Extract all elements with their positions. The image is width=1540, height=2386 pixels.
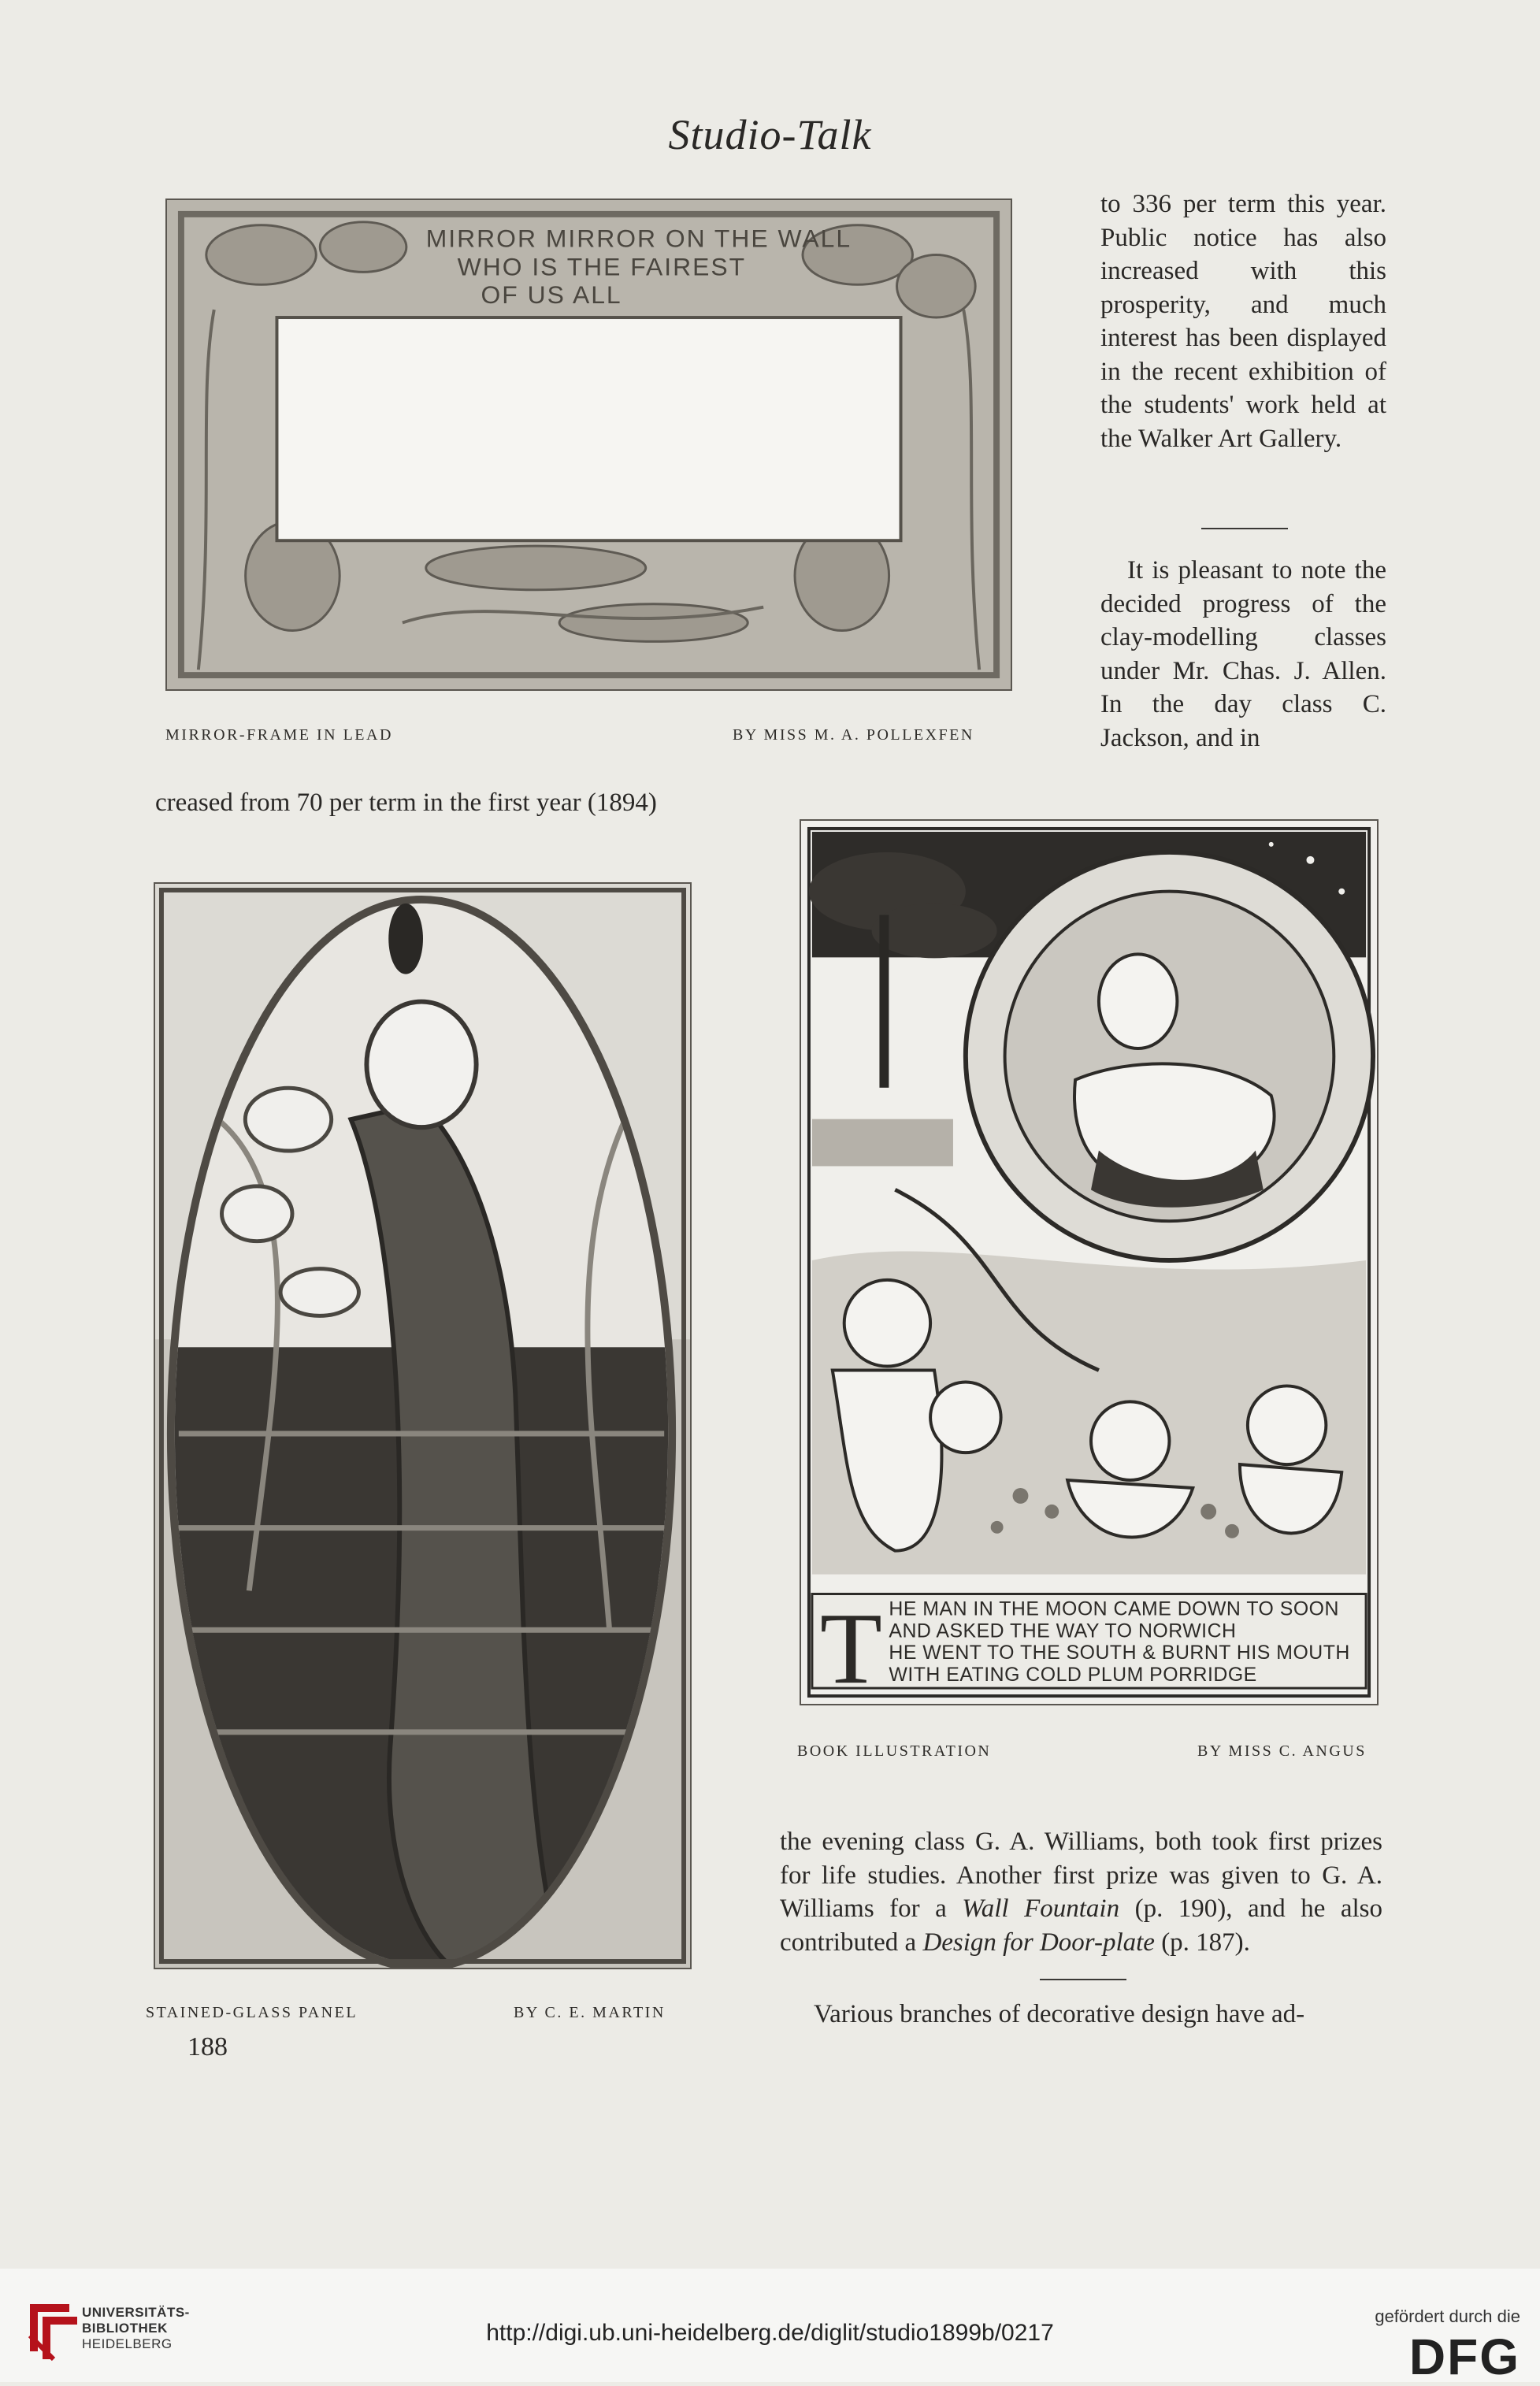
dfg-logo: DFG bbox=[1408, 2328, 1520, 2385]
library-name-line-1: UNIVERSITÄTS- bbox=[82, 2305, 190, 2320]
right-column-top bbox=[1100, 187, 1386, 455]
verse-line-4: WITH EATING COLD PLUM PORRIDGE bbox=[889, 1664, 1257, 1687]
left-continuation-line: creased from 70 per term in the first year (1894) bbox=[155, 789, 657, 817]
verse-line-3: HE WENT TO THE SOUTH & BURNT HIS MOUTH bbox=[889, 1642, 1350, 1664]
lower-text-1: the evening class G. A. Williams, both took first prizes for life studies. Another first prize was given to G. A. Williams for a bbox=[780, 1828, 1382, 1923]
lower-italic-1: Wall Fountain bbox=[962, 1894, 1120, 1923]
section-rule-1 bbox=[1201, 528, 1288, 529]
lower-text-3: (p. 187). bbox=[1154, 1928, 1250, 1957]
lower-text-2: (p. 190), and he also contributed a bbox=[780, 1894, 1382, 1957]
mirror-caption-right: BY MISS M. A. POLLEXFEN bbox=[733, 726, 974, 744]
running-head: Studio-Talk bbox=[668, 111, 872, 158]
glass-caption-left: STAINED-GLASS PANEL bbox=[146, 2004, 358, 2021]
section-rule-2 bbox=[1040, 1979, 1126, 1980]
glass-caption-right: BY C. E. MARTIN bbox=[514, 2004, 666, 2021]
verse-initial: T bbox=[819, 1591, 882, 1704]
sponsor-note: gefördert durch die bbox=[1375, 2306, 1520, 2326]
mirror-caption-left: MIRROR-FRAME IN LEAD bbox=[165, 726, 393, 744]
right-column-mid bbox=[1100, 554, 1386, 755]
verse-line-1: HE MAN IN THE MOON CAME DOWN TO SOON bbox=[889, 1597, 1339, 1620]
book-caption-left: BOOK ILLUSTRATION bbox=[797, 1742, 992, 1760]
mirror-inscription-2: WHO IS THE FAIREST bbox=[457, 252, 747, 281]
stained-glass-image bbox=[154, 882, 692, 1969]
source-url-link[interactable]: http://digi.ub.uni-heidelberg.de/diglit/studio1899b/0217 bbox=[486, 2320, 1054, 2346]
mirror-frame-image bbox=[165, 199, 1012, 691]
verse-line-2: AND ASKED THE WAY TO NORWICH bbox=[889, 1620, 1237, 1642]
mirror-inscription-3: OF US ALL bbox=[481, 280, 622, 310]
library-name-line-3: HEIDELBERG bbox=[82, 2336, 173, 2351]
right-column-paragraph-1: to 336 per term this year. Public notice has also increased with this prosperity, and much interest has been displayed in the recent exhibition of the students' work held at the Walker Art Gallery. bbox=[1100, 190, 1386, 453]
lower-italic-2: Design for Door-plate bbox=[922, 1928, 1155, 1957]
right-column-paragraph-2: It is pleasant to note the decided progress of the clay-modelling classes under Mr. Chas. J. Allen. In the day class C. Jackson, and in bbox=[1100, 556, 1386, 752]
lower-paragraph-2: Various branches of decorative design have ad- bbox=[814, 2000, 1305, 2028]
page-number: 188 bbox=[187, 2032, 228, 2061]
book-caption-right: BY MISS C. ANGUS bbox=[1197, 1742, 1367, 1760]
lower-paragraph bbox=[780, 1825, 1382, 1959]
book-illustration-image bbox=[800, 819, 1379, 1705]
mirror-inscription-1: MIRROR MIRROR ON THE WALL bbox=[425, 224, 852, 253]
library-name-line-2: BIBLIOTHEK bbox=[82, 2321, 168, 2336]
